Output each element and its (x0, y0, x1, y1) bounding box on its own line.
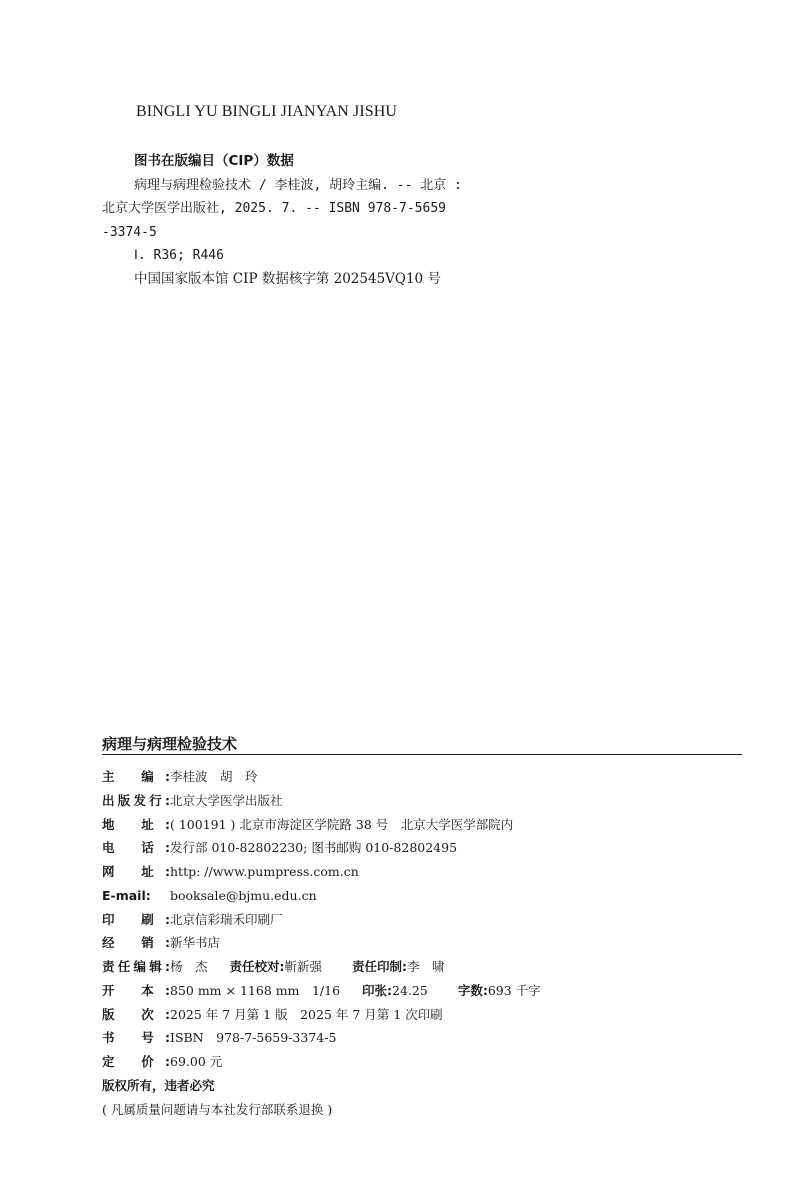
return-note: ( 凡属质量问题请与本社发行部联系退换 ) (102, 1101, 333, 1117)
printer-row (102, 908, 762, 932)
book-title: 病理与病理检验技术 (102, 735, 238, 753)
printer-value: 北京信彩瑞禾印刷厂 (170, 911, 283, 927)
cip-line-1: 病理与病理检验技术 / 李桂波, 胡玲主编. -- 北京 : (134, 177, 462, 193)
address-label: 地 址: (102, 816, 170, 832)
cip-line-5: 中国国家版本馆 CIP 数据核字第 202545VQ10 号 (134, 270, 441, 287)
pinyin-title: BINGLI YU BINGLI JIANYAN JISHU (136, 103, 398, 120)
cip-line-3: -3374-5 (102, 224, 157, 240)
format-value: 850 mm × 1168 mm 1/16 (170, 982, 341, 998)
distributor-label: 经 销: (102, 935, 170, 951)
phone-value: 发行部 010-82802230; 图书邮购 010-82802495 (170, 840, 458, 856)
price-label: 定 价: (102, 1054, 170, 1069)
cip-line-2: 北京大学医学出版社, 2025. 7. -- ISBN 978-7-5659 (102, 201, 446, 216)
phone-label: 电 话: (102, 840, 170, 856)
isbn-row (102, 1026, 762, 1050)
isbn-value: ISBN 978-7-5659-3374-5 (170, 1030, 337, 1046)
edition-label: 版 次: (102, 1006, 170, 1022)
address-row (102, 813, 762, 837)
resp-editor-value: 杨 杰 (170, 959, 208, 974)
cip-heading: 图书在版编目（CIP）数据 (134, 153, 294, 169)
printer-label: 印 刷: (102, 911, 170, 927)
publisher-label: 出版发行: (102, 792, 170, 808)
publication-info (102, 765, 762, 1121)
sheets-value: 24.25 (392, 982, 428, 998)
sheets-label: 印张: (362, 982, 393, 998)
price-row (102, 1050, 762, 1074)
editor-value: 李桂波 胡 玲 (170, 769, 258, 784)
distributor-value: 新华书店 (170, 935, 221, 951)
rights-notice: 版权所有，违者必究 (102, 1077, 215, 1093)
resp-print-value: 李 啸 (407, 959, 445, 974)
distributor-row (102, 931, 762, 955)
rights-row (102, 1074, 762, 1098)
edition-value: 2025 年 7 月第 1 版 2025 年 7 月第 1 次印刷 (170, 1006, 443, 1022)
responsibility-row (102, 955, 762, 979)
website-label: 网 址: (102, 864, 170, 879)
resp-proof-label: 责任校对: (229, 959, 285, 974)
cip-line-4: Ⅰ. R36; R446 (134, 248, 224, 263)
editor-row (102, 765, 762, 789)
email-link[interactable]: booksale@bjmu.edu.cn (170, 887, 317, 903)
price-value: 69.00 元 (170, 1054, 223, 1069)
title-divider (102, 754, 742, 755)
word-count-value: 693 千字 (487, 982, 541, 998)
resp-print-label: 责任印制: (352, 959, 408, 974)
resp-editor-label: 责任编辑: (102, 959, 170, 974)
word-count-label: 字数: (457, 982, 488, 998)
format-label: 开 本: (102, 982, 170, 998)
format-row (102, 979, 762, 1003)
editor-label: 主 编: (102, 769, 170, 784)
publisher-row (102, 789, 762, 813)
edition-row (102, 1003, 762, 1027)
address-value: ( 100191 ) 北京市海淀区学院路 38 号 北京大学医学部院内 (170, 816, 514, 832)
publisher-value: 北京大学医学出版社 (170, 792, 283, 808)
resp-proof-value: 靳新强 (284, 959, 323, 974)
website-link[interactable]: http: //www.pumpress.com.cn (170, 864, 359, 879)
email-row (102, 884, 762, 908)
isbn-label: 书 号: (102, 1030, 170, 1046)
cip-block (102, 150, 662, 291)
note-row (102, 1098, 762, 1122)
website-row (102, 860, 762, 884)
email-label: E-mail: (102, 887, 151, 903)
phone-row (102, 836, 762, 860)
